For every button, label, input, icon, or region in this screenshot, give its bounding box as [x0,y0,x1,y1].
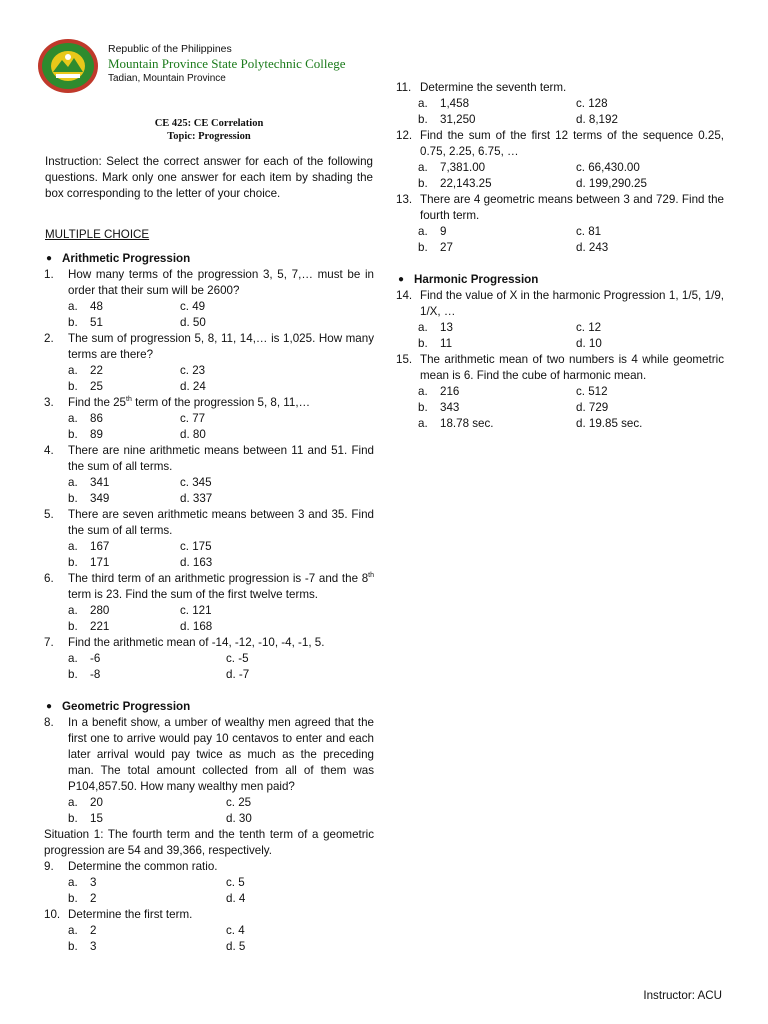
left-column [44,251,374,955]
bullet-icon: ● [46,701,53,712]
question-7 [44,635,374,651]
choice-b[interactable]: 51 [90,316,103,329]
bullet-icon: ● [398,274,405,285]
question-text: Determine the first term. [68,908,193,921]
situation-1: Situation 1: The fourth term and the tenth term of a geometric progression are 54 and 39,366, respectively. [44,828,374,857]
choice-a[interactable]: 22 [90,364,103,377]
choice-letter-b[interactable]: b. [68,428,78,441]
choice-c[interactable]: c. 121 [180,604,212,617]
choice-letter-b[interactable]: b. [418,177,428,190]
choices-3 [44,411,374,443]
choice-letter-a[interactable]: a. [418,321,428,334]
question-6 [44,571,374,603]
choice-a[interactable]: 167 [90,540,110,553]
question-8 [44,715,374,795]
choice-b[interactable]: 89 [90,428,103,441]
choice-c[interactable]: c. 49 [180,300,206,313]
choice-b[interactable]: 31,250 [440,113,476,126]
choice-letter-b[interactable]: b. [68,668,78,681]
college-name: Mountain Province State Polytechnic College [108,56,346,71]
choice-d[interactable]: d. -7 [226,668,250,681]
course-topic: Topic: Progression [167,131,251,142]
section-title: Arithmetic Progression [62,252,191,265]
bullet-icon: ● [46,253,53,264]
question-number: 9. [44,860,54,873]
choices-2 [44,363,374,395]
choice-letter-a[interactable]: a. [418,385,428,398]
choice-c[interactable]: c. 512 [576,385,608,398]
section-harmonic [396,272,724,288]
choice-b[interactable]: 221 [90,620,110,633]
choice-a[interactable]: 86 [90,412,103,425]
choice-c[interactable]: c. 77 [180,412,206,425]
choices-11 [396,96,724,128]
choice-a[interactable]: 3 [90,876,97,889]
question-text: There are 4 geometric means between 3 and 729. Find the fourth term. [420,193,724,222]
question-3 [44,395,374,411]
question-number: 7. [44,636,54,649]
school-header [36,38,386,98]
choices-7 [44,651,374,683]
choice-letter-a[interactable]: a. [68,924,78,937]
multiple-choice-heading: MULTIPLE CHOICE [45,228,150,241]
choice-b[interactable]: 343 [440,401,460,414]
question-text: In a benefit show, a umber of wealthy men agreed that the first one to arrive would pay 10 centavos to enter and each later arrival would pay twice as much as the preceding man. The total amount collected from all of them was P104,857.50. How many wealthy men paid? [68,716,374,793]
question-number: 4. [44,444,54,457]
question-13 [396,192,724,224]
choice-d[interactable]: d. 163 [180,556,213,569]
choice-c[interactable]: c. 345 [180,476,212,489]
question-5 [44,507,374,539]
choice-letter-a[interactable]: a. [68,652,78,665]
choice-a[interactable]: -6 [90,652,101,665]
choice-letter-a[interactable]: a. [68,876,78,889]
choices-13 [396,224,724,256]
college-seal-logo [36,38,100,94]
course-title-block [44,117,374,143]
choice-letter-a[interactable]: a. [68,540,78,553]
choices-9 [44,875,374,907]
question-number: 5. [44,508,54,521]
choice-b[interactable]: -8 [90,668,101,681]
question-12 [396,128,724,160]
choice-c[interactable]: c. 81 [576,225,602,238]
question-text: Determine the seventh term. [420,81,567,94]
choice-c[interactable]: c. 66,430.00 [576,161,640,174]
choice-a[interactable]: 216 [440,385,460,398]
choice-letter-b[interactable]: b. [418,401,428,414]
choice-letter-a[interactable]: a. [68,476,78,489]
choice-letter-a[interactable]: a. [68,364,78,377]
question-2 [44,331,374,363]
choice-letter-b[interactable]: b. [68,556,78,569]
choice-letter-b[interactable]: b. [68,380,78,393]
question-number: 15. [396,353,413,366]
question-text: Find the arithmetic mean of -14, -12, -10, -4, -1, 5. [68,636,325,649]
question-text: How many terms of the progression 3, 5, 7,… must be in order that their sum will be 2600? [68,268,374,297]
choice-a[interactable]: 13 [440,321,453,334]
question-number: 3. [44,396,54,409]
question-number: 2. [44,332,54,345]
choice-c[interactable]: c. 25 [226,796,252,809]
section-title: Harmonic Progression [414,273,539,286]
question-9 [44,859,374,875]
question-number: 12. [396,129,413,142]
question-4 [44,443,374,475]
choice-d[interactable]: d. 30 [226,812,252,825]
choice-d[interactable]: d. 5 [226,940,246,953]
choice-letter-b[interactable]: b. [418,337,428,350]
choices-1 [44,299,374,331]
choice-b[interactable]: 15 [90,812,103,825]
choice-d[interactable]: d. 4 [226,892,246,905]
choice-letter-b[interactable]: b. [68,492,78,505]
instructor-label: Instructor: ACU [643,989,722,1002]
section-arithmetic [44,251,374,267]
choices-15 [396,384,724,432]
choice-c[interactable]: c. 23 [180,364,206,377]
choice-a[interactable]: 2 [90,924,97,937]
choice-a[interactable]: 20 [90,796,103,809]
choice-d[interactable]: d. 168 [180,620,213,633]
choice-b[interactable]: 171 [90,556,110,569]
question-15 [396,352,724,384]
question-text: The sum of progression 5, 8, 11, 14,… is 1,025. How many terms are there? [68,332,374,361]
choice-b[interactable]: 11 [440,337,453,350]
section-geometric [44,699,374,715]
question-text: There are nine arithmetic means between 11 and 51. Find the sum of all terms. [68,444,374,473]
choice-c[interactable]: c. 5 [226,876,245,889]
choice-b[interactable]: 3 [90,940,97,953]
question-text: Find the value of X in the harmonic Progression 1, 1/5, 1/9, 1/X, … [420,289,724,318]
choice-d[interactable]: d. 24 [180,380,206,393]
choices-4 [44,475,374,507]
choice-b[interactable]: 27 [440,241,453,254]
choices-14 [396,320,724,352]
choice-letter-b[interactable]: b. [418,241,428,254]
choice-letter-b[interactable]: b. [68,620,78,633]
question-10 [44,907,374,923]
choice-d[interactable]: d. 729 [576,401,609,414]
choice-d[interactable]: d. 80 [180,428,206,441]
choice-c[interactable]: c. 4 [226,924,245,937]
choice-b[interactable]: 22,143.25 [440,177,492,190]
choice-letter-b[interactable]: b. [418,113,428,126]
choice-letter-a[interactable]: a. [418,225,428,238]
instruction-text: Instruction: Select the correct answer for each of the following questions. Mark only one answer for each item by shading the box corresponding to the letter of your choice. [45,155,373,200]
choice-d[interactable]: d. 50 [180,316,206,329]
question-number: 1. [44,268,54,281]
choice-a[interactable]: 1,458 [440,97,470,110]
choice-d[interactable]: d. 243 [576,241,609,254]
question-text: Determine the common ratio. [68,860,218,873]
choice-letter-a[interactable]: a. [68,300,78,313]
course-code: CE 425: CE Correlation [154,118,264,129]
choice-letter-b[interactable]: b. [68,892,78,905]
choice-extra-a[interactable]: 18.78 sec. [440,417,494,430]
choice-c[interactable]: c. -5 [226,652,249,665]
choice-b[interactable]: 2 [90,892,97,905]
choice-a[interactable]: 341 [90,476,110,489]
question-14 [396,288,724,320]
choices-5 [44,539,374,571]
question-11 [396,80,724,96]
section-title: Geometric Progression [62,700,191,713]
choice-letter-a[interactable]: a. [418,161,428,174]
question-number: 13. [396,193,413,206]
choices-10 [44,923,374,955]
choice-b[interactable]: 349 [90,492,110,505]
choice-d[interactable]: d. 199,290.25 [576,177,647,190]
question-text: Find the sum of the first 12 terms of the sequence 0.25, 0.75, 2.25, 6.75, … [420,129,724,158]
college-address: Tadian, Mountain Province [108,73,226,84]
question-text: The third term of an arithmetic progression is -7 and the 8th term is 23. Find the sum of the first twelve terms. [68,572,374,601]
header-text-block [108,42,346,86]
choice-a[interactable]: 9 [440,225,447,238]
choice-a[interactable]: 7,381.00 [440,161,486,174]
republic-label: Republic of the Philippines [108,43,232,55]
choice-extra-d[interactable]: d. 19.85 sec. [576,417,643,430]
choice-a[interactable]: 48 [90,300,103,313]
choices-12 [396,160,724,192]
choice-letter-b[interactable]: b. [68,316,78,329]
choice-letter-a[interactable]: a. [68,412,78,425]
question-number: 14. [396,289,413,302]
question-number: 10. [44,908,61,921]
choice-d[interactable]: d. 10 [576,337,602,350]
choices-8 [44,795,374,827]
choice-d[interactable]: d. 8,192 [576,113,618,126]
choice-letter-a[interactable]: a. [68,796,78,809]
question-number: 8. [44,716,54,729]
choice-b[interactable]: 25 [90,380,103,393]
question-text: Find the 25th term of the progression 5, 8, 11,… [68,396,311,409]
choice-a[interactable]: 280 [90,604,110,617]
question-text: The arithmetic mean of two numbers is 4 while geometric mean is 6. Find the cube of harmonic mean. [420,353,724,382]
choice-c[interactable]: c. 175 [180,540,212,553]
question-1 [44,267,374,299]
question-number: 11. [396,81,412,94]
choices-6 [44,603,374,635]
choice-letter-b[interactable]: b. [68,812,78,825]
question-text: There are seven arithmetic means between 3 and 35. Find the sum of all terms. [68,508,374,537]
choice-d[interactable]: d. 337 [180,492,213,505]
choice-letter-b[interactable]: b. [68,940,78,953]
choice-letter-a[interactable]: a. [68,604,78,617]
choice-letter-extra[interactable]: a. [418,417,428,430]
choice-c[interactable]: c. 128 [576,97,608,110]
right-column [396,80,724,432]
choice-c[interactable]: c. 12 [576,321,602,334]
question-number: 6. [44,572,54,585]
choice-letter-a[interactable]: a. [418,97,428,110]
